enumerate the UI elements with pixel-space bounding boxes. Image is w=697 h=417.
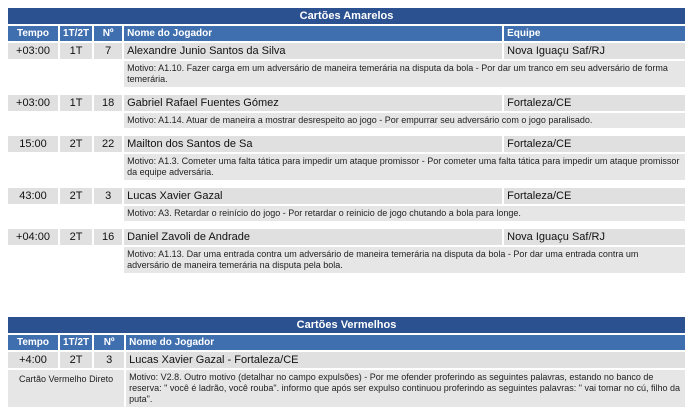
periodo: 2T [60, 136, 92, 152]
player-name: Daniel Zavoli de Andrade [124, 229, 502, 245]
header-periodo: 1T/2T [60, 335, 92, 350]
motivo: Motivo: V2.8. Outro motivo (detalhar no campo expulsões) - Por me ofender proferindo as seguintes palavras, estando no banco de reserva: " você é ladrão, você rouba". informo que após ser expulso continuou proferindo as seguintes palavras: " vai tomar no cú, filho da puta". [126, 370, 685, 407]
motivo: Motivo: A1.3. Cometer uma falta tática para impedir um ataque promissor - Por cometer uma falta tática para impedir um ataque promissor da equipe adversária. [124, 154, 685, 180]
player-name: Lucas Xavier Gazal [124, 188, 502, 204]
player-name: Alexandre Junio Santos da Silva [124, 43, 502, 59]
red-cards-title: Cartões Vermelhos [8, 317, 685, 333]
tempo: +03:00 [8, 43, 58, 59]
card-type: Cartão Vermelho Direto [8, 370, 124, 407]
periodo: 2T [60, 229, 92, 245]
periodo: 2T [60, 188, 92, 204]
numero: 18 [94, 95, 122, 111]
header-tempo: Tempo [8, 335, 58, 350]
header-nome: Nome do Jogador [126, 335, 685, 350]
numero: 22 [94, 136, 122, 152]
periodo: 2T [60, 352, 92, 368]
team: Nova Iguaçu Saf/RJ [504, 229, 685, 245]
yellow-cards-title: Cartões Amarelos [8, 8, 685, 24]
header-equipe: Equipe [504, 26, 685, 41]
header-periodo: 1T/2T [60, 26, 92, 41]
motivo: Motivo: A1.13. Dar uma entrada contra um adversário de maneira temerária na disputa da bola - Por dar uma entrada contra um adversário de maneira temerária na disputa pela bola. [124, 247, 685, 273]
player-name: Lucas Xavier Gazal - Fortaleza/CE [126, 352, 685, 368]
periodo: 1T [60, 43, 92, 59]
tempo: +04:00 [8, 229, 58, 245]
table-row [8, 188, 685, 204]
motivo: Motivo: A3. Retardar o reinício do jogo - Por retardar o reinicio de jogo chutando a bola para longe. [124, 206, 685, 221]
table-row [8, 136, 685, 152]
table-row [8, 229, 685, 245]
red-cards-table [6, 315, 687, 409]
yellow-cards-table [6, 6, 687, 275]
header-numero: Nº [94, 26, 122, 41]
player-name: Mailton dos Santos de Sa [124, 136, 502, 152]
header-tempo: Tempo [8, 26, 58, 41]
motivo: Motivo: A1.14. Atuar de maneira a mostrar desrespeito ao jogo - Por empurrar seu adversário com o jogo paralisado. [124, 113, 685, 128]
table-row [8, 43, 685, 59]
table-row [8, 352, 685, 368]
tempo: +03:00 [8, 95, 58, 111]
tempo: +4:00 [8, 352, 58, 368]
team: Fortaleza/CE [504, 95, 685, 111]
numero: 3 [94, 352, 124, 368]
tempo: 15:00 [8, 136, 58, 152]
periodo: 1T [60, 95, 92, 111]
header-numero: Nº [94, 335, 124, 350]
table-row [8, 95, 685, 111]
header-nome: Nome do Jogador [124, 26, 502, 41]
numero: 3 [94, 188, 122, 204]
team: Nova Iguaçu Saf/RJ [504, 43, 685, 59]
numero: 16 [94, 229, 122, 245]
team: Fortaleza/CE [504, 188, 685, 204]
tempo: 43:00 [8, 188, 58, 204]
player-name: Gabriel Rafael Fuentes Gómez [124, 95, 502, 111]
numero: 7 [94, 43, 122, 59]
motivo: Motivo: A1.10. Fazer carga em um adversário de maneira temerária na disputa da bola - Por dar um tranco em seu adversário de forma temerária. [124, 61, 685, 87]
team: Fortaleza/CE [504, 136, 685, 152]
